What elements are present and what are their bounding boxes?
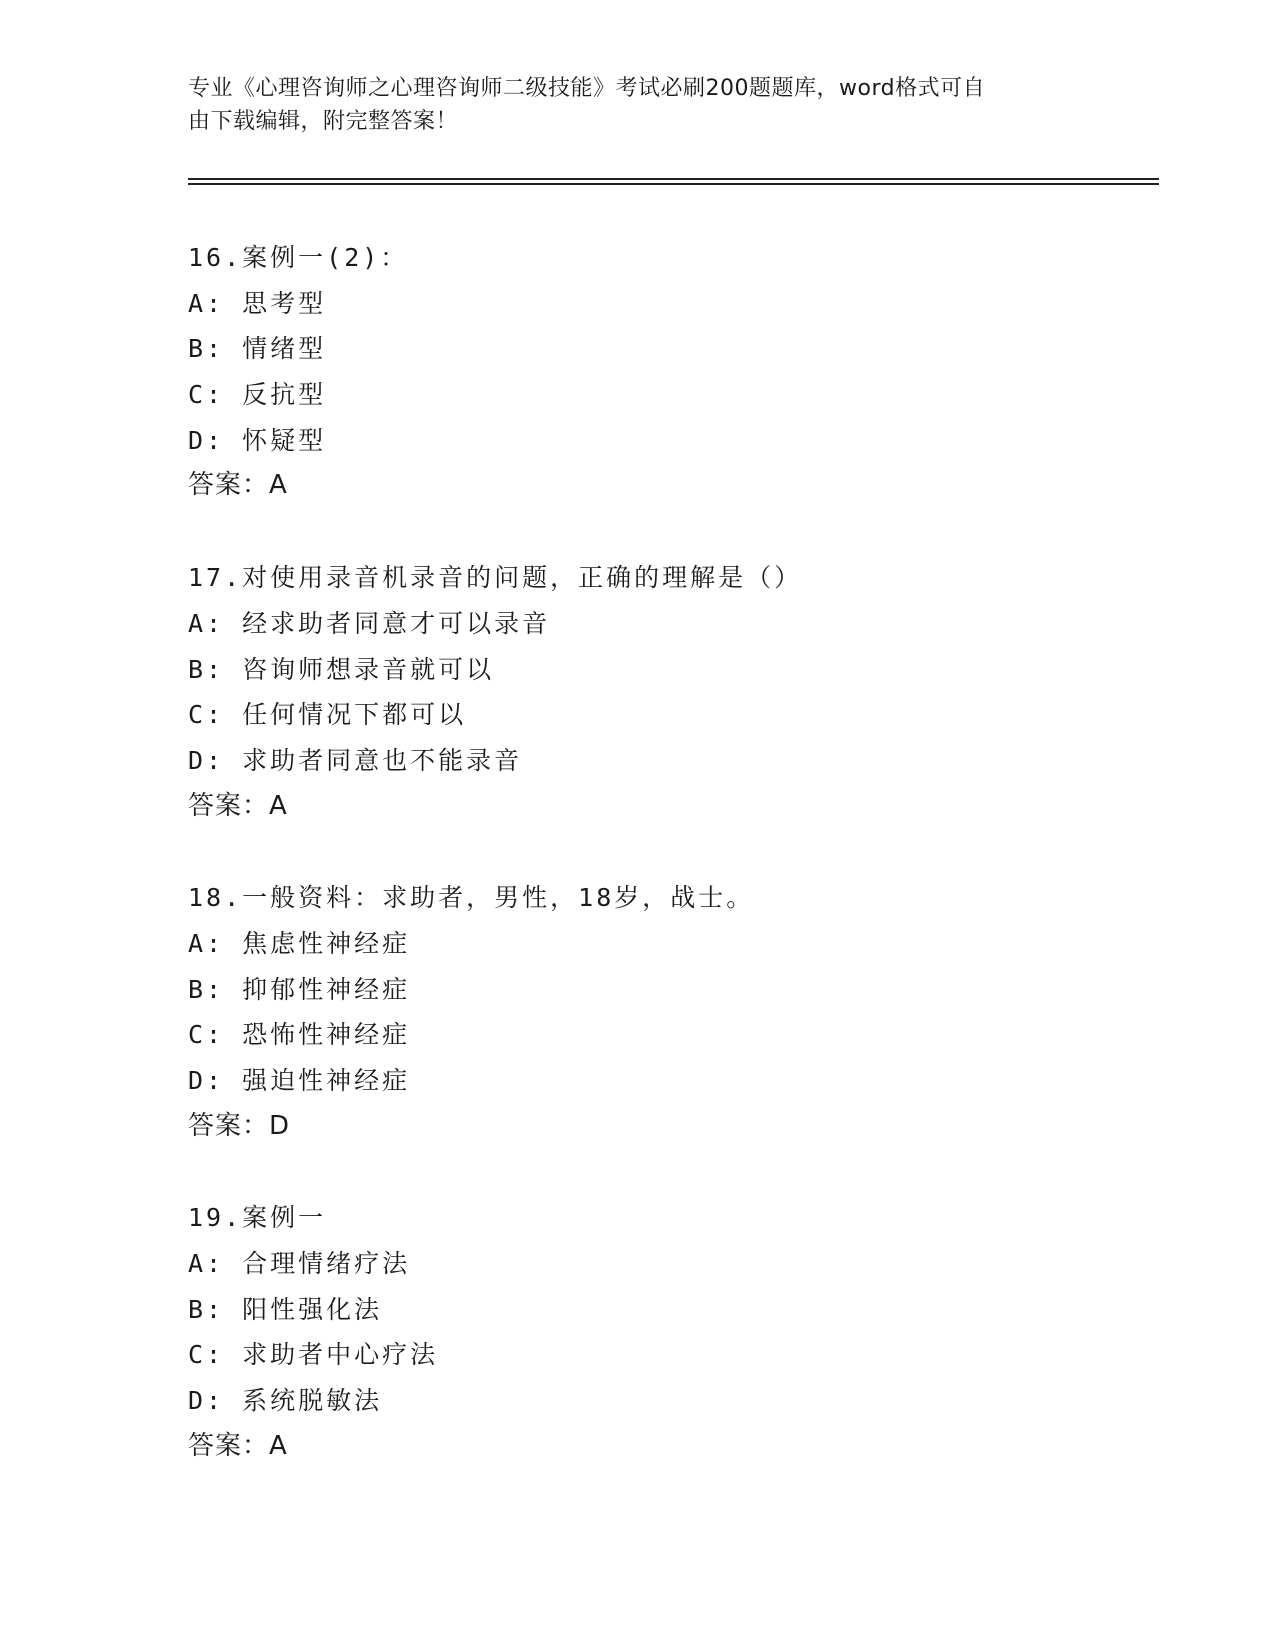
- question-17: [188, 555, 1148, 829]
- question-stem: 17.对使用录音机录音的问题，正确的理解是（）: [188, 563, 803, 593]
- header-divider-bottom: [188, 183, 1159, 185]
- option-b: B: 抑郁性神经症: [188, 974, 411, 1004]
- answer-line: 答案：A: [188, 470, 288, 501]
- header-line-1: 专业《心理咨询师之心理咨询师二级技能》考试必刷200题题库，word格式可自: [188, 76, 986, 101]
- answer-line: 答案：D: [188, 1110, 291, 1141]
- option-d: D: 强迫性神经症: [188, 1066, 411, 1095]
- question-stem: 16.案例一(2)：: [188, 243, 409, 272]
- option-a: A: 经求助者同意才可以录音: [188, 608, 551, 638]
- option-b: B: 阳性强化法: [188, 1294, 383, 1324]
- question-18: [188, 875, 1148, 1149]
- question-19: [188, 1195, 1148, 1469]
- option-d: D: 怀疑型: [188, 425, 327, 455]
- option-c: C: 求助者中心疗法: [188, 1340, 439, 1370]
- header-line-2: 由下载编辑，附完整答案！: [188, 109, 459, 134]
- header-divider-top: [188, 178, 1159, 180]
- option-c: C: 反抗型: [188, 380, 327, 410]
- option-d: D: 系统脱敏法: [188, 1386, 383, 1416]
- answer-line: 答案：A: [188, 1430, 288, 1461]
- option-d: D: 求助者同意也不能录音: [188, 745, 523, 775]
- option-c: C: 任何情况下都可以: [188, 700, 467, 730]
- option-a: A: 焦虑性神经症: [188, 928, 411, 958]
- question-16: [188, 235, 1148, 509]
- option-c: C: 恐怖性神经症: [188, 1020, 411, 1050]
- answer-line: 答案：A: [188, 790, 288, 821]
- question-stem: 18.一般资料：求助者，男性，18岁，战士。: [188, 883, 755, 913]
- question-list: [188, 235, 1148, 1516]
- option-a: A: 合理情绪疗法: [188, 1249, 411, 1279]
- option-a: A: 思考型: [188, 288, 327, 318]
- option-b: B: 情绪型: [188, 334, 327, 364]
- document-header: [188, 72, 1068, 138]
- option-b: B: 咨询师想录音就可以: [188, 654, 495, 684]
- question-stem: 19.案例一: [188, 1203, 327, 1233]
